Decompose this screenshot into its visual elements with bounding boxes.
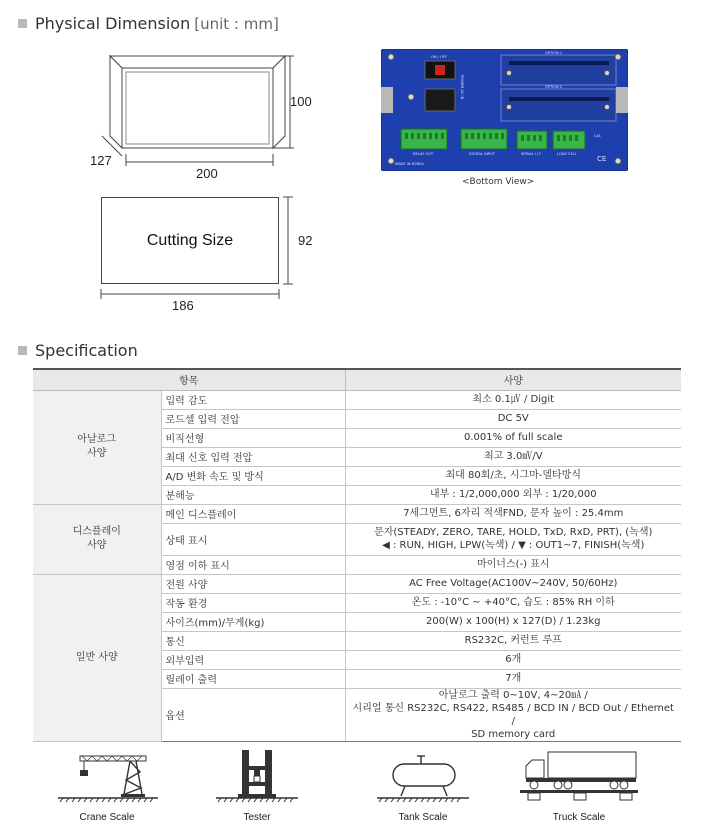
tester-icon	[212, 748, 302, 804]
row-item: 전원 사양	[161, 574, 345, 593]
bottom-view-panel	[381, 49, 628, 171]
cutting-dimension-lines	[95, 190, 305, 305]
panel-label-option2: OPTION 2	[545, 85, 563, 89]
panel-label-load: LOAD CELL	[557, 152, 577, 156]
row-value: 최대 80회/초, 시그마-델타방식	[345, 466, 681, 485]
crane-scale-item	[52, 748, 162, 823]
panel-label-serial: SERIAL I / F	[521, 152, 542, 156]
section-bullet-icon	[18, 19, 27, 28]
cutting-width-value: 186	[172, 298, 194, 313]
row-value: 200(W) x 100(H) x 127(D) / 1.23kg	[345, 612, 681, 631]
tester-label: Tester	[243, 812, 271, 823]
row-value: 온도 : -10°C ~ +40°C, 습도 : 85% RH 이하	[345, 593, 681, 612]
indicator-box-drawing	[80, 50, 300, 180]
tank-scale-label: Tank Scale	[398, 812, 448, 823]
row-value: 6개	[345, 650, 681, 669]
crane-scale-icon	[52, 748, 162, 804]
spec-table	[33, 368, 681, 742]
table-row	[33, 504, 681, 523]
bottom-view-caption: <Bottom View>	[462, 177, 535, 187]
row-item: 릴레이 출력	[161, 669, 345, 688]
row-item: A/D 변화 속도 및 방식	[161, 466, 345, 485]
row-item: 로드셀 입력 전압	[161, 409, 345, 428]
header-spec: 사양	[345, 369, 681, 390]
panel-label-cal: CAL	[594, 134, 601, 138]
panel-label-onoff: ON / OFF	[431, 55, 447, 59]
crane-scale-label: Crane Scale	[79, 812, 135, 823]
unit-label: [unit : mm]	[194, 14, 279, 33]
cutting-height-value: 92	[298, 233, 313, 248]
box-depth-value: 127	[90, 153, 112, 168]
header-item: 항목	[33, 369, 345, 390]
row-value: 7세그먼트, 6자리 적색FND, 문자 높이 : 25.4mm	[345, 504, 681, 523]
row-item: 분해능	[161, 485, 345, 504]
row-value: 0.001% of full scale	[345, 428, 681, 447]
tank-scale-icon	[373, 748, 473, 804]
category-general: 일반 사양	[33, 574, 161, 741]
physical-dimension-header	[18, 14, 279, 33]
row-item: 외부입력	[161, 650, 345, 669]
tank-scale-item	[373, 748, 473, 823]
category-analog: 아날로그 사양	[33, 390, 161, 504]
section-bullet-icon	[18, 346, 27, 355]
row-value: 최소 0.1㎶ / Digit	[345, 390, 681, 409]
row-value: 마이너스(-) 표시	[345, 555, 681, 574]
row-value: 문자(STEADY, ZERO, TARE, HOLD, TxD, RxD, PRT), (녹색) ◀ : RUN, HIGH, LPW(녹색) / ▼ : OUT1~7, FINISH(녹색)	[345, 523, 681, 555]
row-item: 상태 표시	[161, 523, 345, 555]
row-value: DC 5V	[345, 409, 681, 428]
row-value: 최고 3.0㎷/V	[345, 447, 681, 466]
section-title: Specification	[35, 341, 138, 360]
panel-label-option1: OPTION 1	[545, 51, 563, 55]
section-title: Physical Dimension	[35, 14, 191, 33]
row-value: 아날로그 출력 0~10V, 4~20㎃ / 시리얼 통신 RS232C, RS422, RS485 / BCD IN / BCD Out / Ethernet / SD memory card	[345, 688, 681, 741]
box-width-value: 200	[196, 166, 218, 181]
tester-item	[212, 748, 302, 823]
panel-label-ce: CE	[597, 155, 607, 163]
table-row	[33, 574, 681, 593]
row-item: 비직선형	[161, 428, 345, 447]
panel-label-made: MADE IN KOREA	[395, 162, 424, 166]
row-value: 내부 : 1/2,000,000 외부 : 1/20,000	[345, 485, 681, 504]
truck-scale-icon	[518, 748, 640, 804]
specification-header	[18, 341, 138, 360]
row-item: 최대 신호 입력 전압	[161, 447, 345, 466]
truck-scale-label: Truck Scale	[552, 812, 606, 823]
box-height-value: 100	[290, 94, 312, 109]
row-item: 영점 이하 표시	[161, 555, 345, 574]
panel-label-digital: DIGITAL INPUT	[469, 152, 495, 156]
row-value: 7개	[345, 669, 681, 688]
panel-label-power: POWER AC IN	[460, 75, 464, 100]
row-value: RS232C, 커런트 루프	[345, 631, 681, 650]
row-value: AC Free Voltage(AC100V~240V, 50/60Hz)	[345, 574, 681, 593]
row-item: 입력 감도	[161, 390, 345, 409]
table-row	[33, 390, 681, 409]
row-item: 옵션	[161, 688, 345, 741]
truck-scale-item	[518, 748, 640, 823]
row-item: 메인 디스플레이	[161, 504, 345, 523]
row-item: 사이즈(mm)/무게(kg)	[161, 612, 345, 631]
category-display: 디스플레이 사양	[33, 504, 161, 574]
panel-label-relay: RELAY OUT	[413, 152, 434, 156]
cutting-size-label: Cutting Size	[146, 231, 234, 249]
row-item: 통신	[161, 631, 345, 650]
row-item: 작동 환경	[161, 593, 345, 612]
